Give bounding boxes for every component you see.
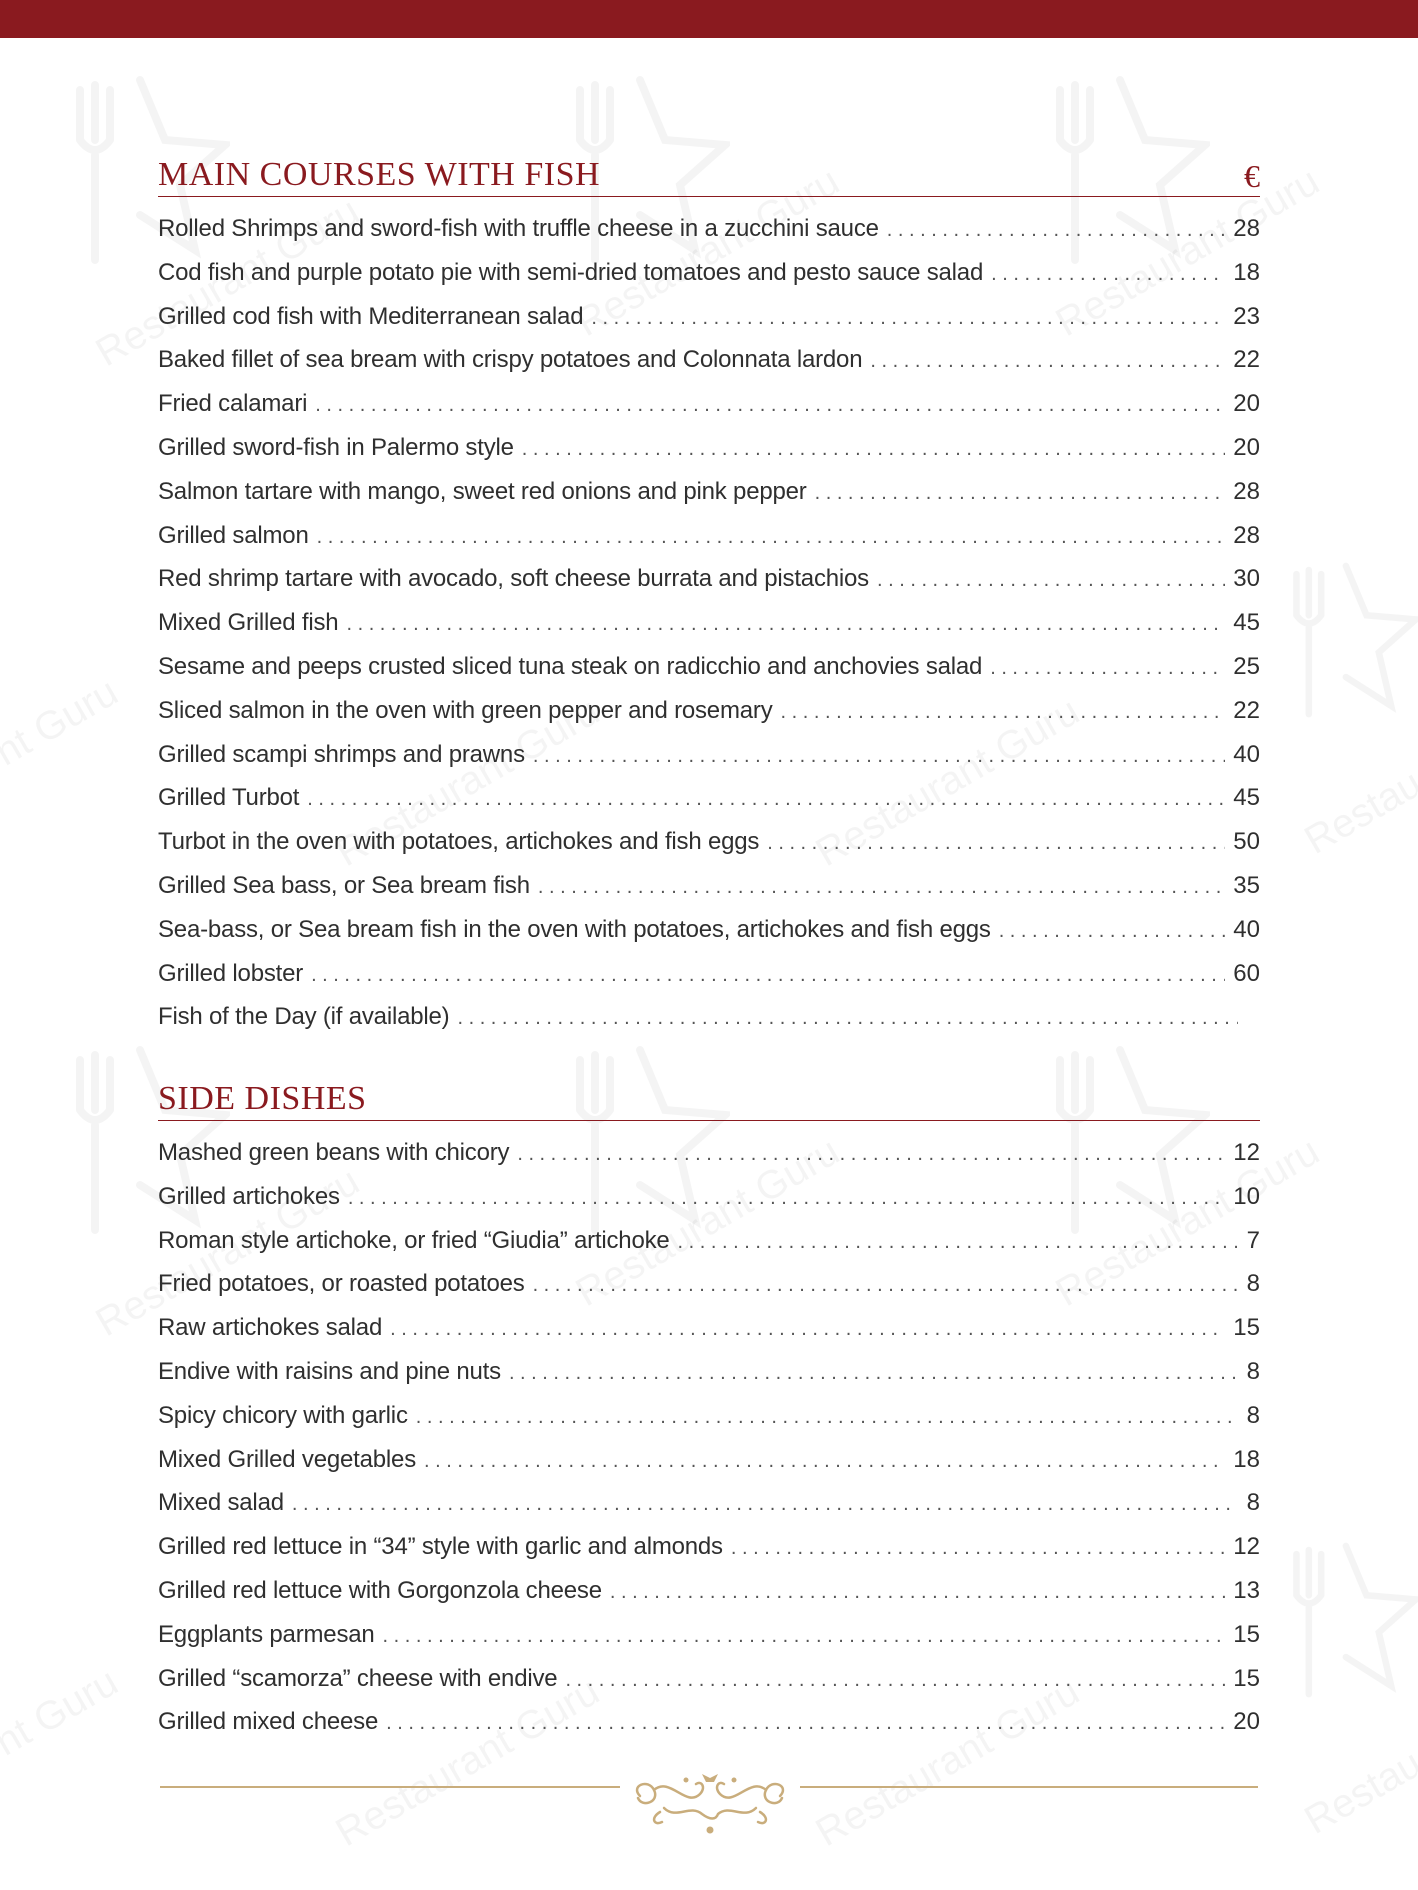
menu-item [158, 251, 1260, 295]
watermark-text [1297, 761, 1418, 863]
menu-item-price: 28 [1233, 215, 1260, 242]
watermark-text [0, 1660, 126, 1766]
dot-leader [457, 997, 1238, 1041]
dot-leader [731, 1527, 1225, 1571]
menu-item-name: Fried calamari [158, 390, 308, 418]
menu-item-price: 60 [1233, 959, 1260, 987]
menu-item-price: 8 [1246, 1270, 1260, 1298]
menu-item [158, 295, 1260, 339]
menu-item-price: 8 [1246, 1357, 1260, 1385]
top-banner [0, 0, 1418, 38]
menu-item-price: 28 [1233, 521, 1260, 549]
menu-item-price: 20 [1233, 390, 1260, 418]
menu-item-price: 18 [1233, 1445, 1260, 1473]
menu-item-price: 13 [1233, 1576, 1260, 1604]
menu-item-price: 18 [1233, 258, 1260, 286]
menu-item [158, 1219, 1260, 1263]
menu-item-name: Mixed salad [158, 1489, 284, 1517]
dot-leader [533, 1264, 1238, 1308]
menu-item [158, 995, 1260, 1039]
dot-leader [307, 778, 1225, 822]
dot-leader [533, 735, 1225, 779]
menu-item-name: Grilled Turbot [158, 784, 300, 812]
dot-leader [767, 822, 1225, 866]
menu-item-price: 23 [1233, 302, 1260, 330]
dot-leader [815, 472, 1226, 516]
menu-item-price: 50 [1233, 828, 1260, 856]
menu-item [158, 645, 1260, 689]
menu-item-name: Red shrimp tartare with avocado, soft cheese burrata and pistachios [158, 565, 869, 593]
menu-item-price: 12 [1233, 1139, 1260, 1166]
menu-item-name: Grilled salmon [158, 521, 309, 549]
footer-ornament [620, 1768, 800, 1844]
section-title: MAIN COURSES WITH FISH [158, 156, 601, 193]
menu-item [158, 1700, 1260, 1744]
menu-item [158, 820, 1260, 864]
menu-item-price: 45 [1233, 784, 1260, 812]
dot-leader [522, 428, 1226, 472]
menu-item [158, 1350, 1260, 1394]
menu-item [158, 1306, 1260, 1350]
menu-item-price: 30 [1233, 565, 1260, 593]
dot-leader [317, 516, 1226, 560]
menu-item-name: Sesame and peeps crusted sliced tuna steak on radicchio and anchovies salad [158, 652, 983, 680]
menu-item [158, 514, 1260, 558]
watermark-text [1297, 1741, 1418, 1843]
section-header [158, 152, 1260, 197]
menu-item-name: Sliced salmon in the oven with green pepper and rosemary [158, 696, 773, 724]
menu-item-name: Turbot in the oven with potatoes, artichokes and fish eggs [158, 828, 760, 856]
menu-item [158, 1525, 1260, 1569]
menu-item [158, 1657, 1260, 1701]
dot-leader [348, 1177, 1225, 1221]
menu-item [158, 1175, 1260, 1219]
menu-item [158, 1394, 1260, 1438]
menu-item [158, 952, 1260, 996]
menu-item-name: Grilled red lettuce with Gorgonzola cheese [158, 1576, 602, 1604]
menu-item-price: 40 [1233, 740, 1260, 768]
dot-leader [383, 1615, 1226, 1659]
dot-leader [591, 297, 1225, 341]
menu-item-name: Rolled Shrimps and sword-fish with truffle cheese in a zucchini sauce [158, 215, 879, 242]
menu-item-price: 20 [1233, 1708, 1260, 1736]
menu-item-price: 8 [1246, 1489, 1260, 1517]
menu-item-name: Endive with raisins and pine nuts [158, 1357, 501, 1385]
dot-leader [509, 1352, 1238, 1396]
menu-item-name: Cod fish and purple potato pie with semi-dried tomatoes and pesto sauce salad [158, 258, 984, 286]
menu-item-price: 7 [1246, 1226, 1260, 1254]
dot-leader [517, 1133, 1225, 1177]
menu-item [158, 908, 1260, 952]
fork-star-icon [1280, 1520, 1418, 1720]
menu-item [158, 689, 1260, 733]
menu-item [158, 1481, 1260, 1525]
dot-leader [292, 1483, 1238, 1527]
menu-item [158, 1131, 1260, 1175]
menu-item-price: 15 [1233, 1620, 1260, 1648]
menu-item-price: 22 [1233, 696, 1260, 724]
menu-item-name: Sea-bass, or Sea bream fish in the oven with potatoes, artichokes and fish eggs [158, 915, 991, 943]
menu-item-name: Fish of the Day (if available) [158, 1003, 450, 1031]
menu-item-price: 12 [1233, 1533, 1260, 1561]
section-side-dishes [158, 1076, 1260, 1744]
dot-leader [990, 647, 1225, 691]
dot-leader [346, 603, 1225, 647]
menu-item-name: Mixed Grilled fish [158, 609, 339, 637]
fork-star-icon [1280, 540, 1418, 740]
menu-item-price: 15 [1233, 1314, 1260, 1342]
menu-item [158, 1613, 1260, 1657]
menu-item-name: Grilled sword-fish in Palermo style [158, 433, 514, 461]
menu-item-list [158, 1131, 1260, 1744]
dot-leader [424, 1440, 1225, 1484]
menu-item-price: 10 [1233, 1182, 1260, 1210]
menu-item-name: Grilled cod fish with Mediterranean salad [158, 302, 584, 330]
dot-leader [416, 1396, 1238, 1440]
menu-item-name: Grilled Sea bass, or Sea bream fish [158, 871, 530, 899]
menu-item-name: Grilled lobster [158, 959, 304, 987]
menu-item [158, 1438, 1260, 1482]
menu-item [158, 776, 1260, 820]
menu-item [158, 557, 1260, 601]
menu-item-price: 20 [1233, 433, 1260, 461]
menu-item [158, 733, 1260, 777]
menu-item-name: Salmon tartare with mango, sweet red onions and pink pepper [158, 477, 807, 505]
menu-item-price: 45 [1233, 609, 1260, 637]
dot-leader [877, 559, 1225, 603]
dot-leader [991, 253, 1225, 297]
watermark-text [0, 670, 126, 776]
dot-leader [565, 1659, 1225, 1703]
menu-item-name: Grilled red lettuce in “34” style with garlic and almonds [158, 1533, 723, 1561]
dot-leader [781, 691, 1226, 735]
menu-item [158, 1262, 1260, 1306]
dot-leader [678, 1221, 1238, 1265]
dot-leader [887, 209, 1226, 253]
menu-item-name: Grilled artichokes [158, 1182, 340, 1210]
menu-item [158, 470, 1260, 514]
dot-leader [390, 1308, 1225, 1352]
menu-item [158, 601, 1260, 645]
menu-item [158, 1569, 1260, 1613]
menu-item-price: 25 [1233, 652, 1260, 680]
menu-item-name: Mashed green beans with chicory [158, 1139, 510, 1166]
currency-symbol: € [1244, 158, 1260, 194]
menu-item-price: 28 [1233, 477, 1260, 505]
dot-leader [610, 1571, 1225, 1615]
dot-leader [315, 384, 1225, 428]
menu-item-price: 8 [1246, 1401, 1260, 1429]
flourish-icon [620, 1768, 800, 1844]
menu-item-name: Eggplants parmesan [158, 1620, 375, 1648]
menu-item-name: Fried potatoes, or roasted potatoes [158, 1270, 525, 1298]
menu-item-name: Grilled scampi shrimps and prawns [158, 740, 525, 768]
menu-item-name: Grilled mixed cheese [158, 1708, 379, 1736]
menu-item-name: Mixed Grilled vegetables [158, 1445, 416, 1473]
menu-item-price: 15 [1233, 1664, 1260, 1692]
section-title: SIDE DISHES [158, 1080, 367, 1117]
menu-item [158, 207, 1260, 251]
menu-item [158, 864, 1260, 908]
dot-leader [999, 910, 1226, 954]
menu-item-price: 35 [1233, 871, 1260, 899]
menu-item-name: Roman style artichoke, or fried “Giudia” artichoke [158, 1226, 670, 1254]
menu-item-price: 40 [1233, 915, 1260, 943]
dot-leader [311, 954, 1225, 998]
menu-item-name: Grilled “scamorza” cheese with endive [158, 1664, 558, 1692]
dot-leader [870, 340, 1225, 384]
dot-leader [538, 866, 1225, 910]
menu-item-name: Raw artichokes salad [158, 1314, 383, 1342]
menu-item [158, 338, 1260, 382]
menu-item [158, 426, 1260, 470]
menu-item [158, 382, 1260, 426]
section-header [158, 1076, 1260, 1121]
section-main-courses [158, 152, 1260, 1039]
dot-leader [386, 1702, 1225, 1746]
menu-item-name: Baked fillet of sea bream with crispy potatoes and Colonnata lardon [158, 346, 863, 374]
menu-item-list [158, 207, 1260, 1039]
menu-item-name: Spicy chicory with garlic [158, 1401, 408, 1429]
menu-item-price: 22 [1233, 346, 1260, 374]
